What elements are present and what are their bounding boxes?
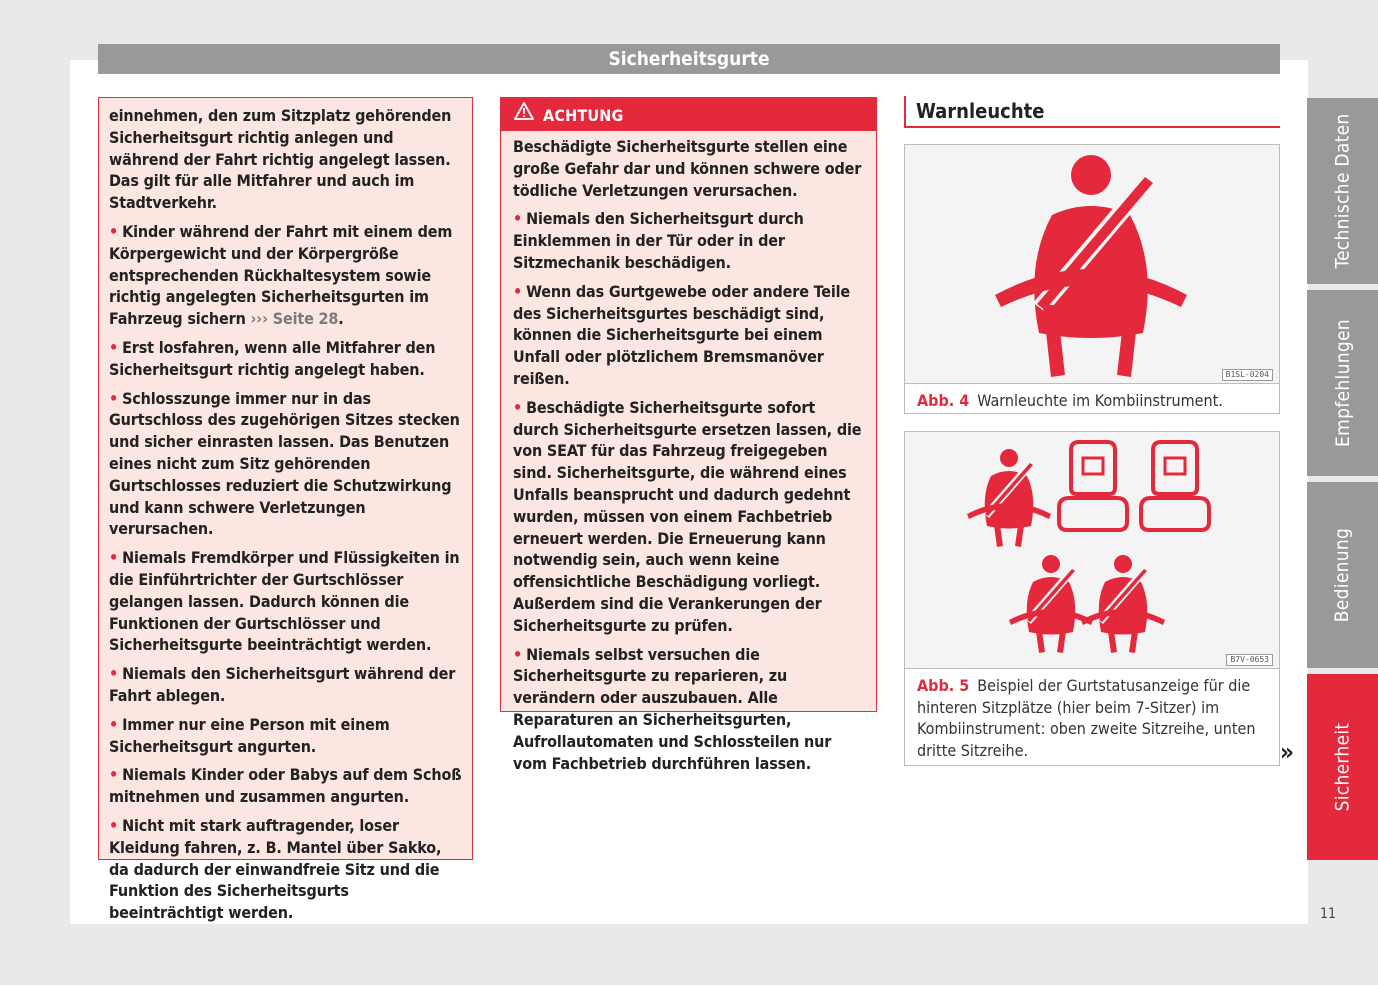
list-item-text: Niemals den Sicherheitsgurt durch Einklemmen in der Tür oder in der Sitzmechanik beschädigen. xyxy=(513,209,804,272)
page-header-title: Sicherheitsgurte xyxy=(98,44,1280,74)
list-item xyxy=(513,208,864,273)
section-title: Warnleuchte xyxy=(904,96,1280,128)
page-number: 11 xyxy=(1320,906,1337,922)
belt-status-display-icon xyxy=(905,432,1278,668)
bullet-icon: • xyxy=(513,644,523,664)
list-item-text: Erst losfahren, wenn alle Mitfahrer den Sicherheitsgurt richtig angelegt haben. xyxy=(109,337,436,379)
list-item xyxy=(109,547,462,656)
list-item xyxy=(109,764,462,808)
side-tab-sicherheit[interactable] xyxy=(1307,674,1378,860)
figure-5 xyxy=(904,431,1280,766)
list-item-text: Beschädigte Sicherheitsgurte sofort durch Sicherheitsgurte ersetzen lassen, die von SEAT für das Fahrzeug freigegeben sind. Sicherheitsgurte, die während eines Unfalls beansprucht und dadurch gedehnt wurden, müssen von einem Fachbetrieb erneuert werden. Die Erneuerung kann notwendig sein, auch wenn keine offensichtliche Beschädigung vorliegt. Außerdem sind die Verankerungen der Sicherheitsgurte zu prüfen. xyxy=(513,397,862,635)
side-tab-technische-daten[interactable] xyxy=(1307,98,1378,284)
list-item xyxy=(109,663,462,707)
list-item xyxy=(513,397,864,637)
list-item-text: Niemals selbst versuchen die Sicherheitsgurte zu reparieren, zu verändern oder auszubauen. Alle Reparaturen an Sicherheitsgurten, Aufrollautomaten und Schlossteilen nur vom Fachbetrieb durchführen lassen. xyxy=(513,644,832,773)
figure-4 xyxy=(904,144,1280,414)
list-item xyxy=(109,337,462,381)
list-item-text: Immer nur eine Person mit einem Sicherheitsgurt angurten. xyxy=(109,714,390,756)
side-tab-label: Technische Daten xyxy=(1331,113,1354,269)
side-tab-label: Sicherheit xyxy=(1331,722,1354,812)
achtung-warning-box xyxy=(500,97,877,773)
list-item xyxy=(109,815,462,924)
seatbelt-warning-image xyxy=(905,145,1279,384)
figure-caption xyxy=(905,669,1279,767)
bullet-icon: • xyxy=(109,221,119,241)
list-item-text: Schlosszunge immer nur in das Gurtschloss des zugehörigen Sitzes stecken und sicher einrasten lassen. Das Benutzen eines nicht zum Sitz gehörenden Gurtschlosses reduziert die Schutzwirkung und kann schwere Verletzungen verursachen. xyxy=(109,388,460,539)
left-intro: einnehmen, den zum Sitzplatz gehörenden Sicherheitsgurt richtig anlegen und während der Fahrt richtig angelegt lassen. Das gilt für alle Mitfahrer und auch im Stadtverkehr. xyxy=(109,106,452,213)
bullet-icon: • xyxy=(109,765,119,785)
bullet-icon: • xyxy=(513,209,523,229)
figure-label: Abb. 5 xyxy=(917,676,970,695)
figure-caption-text: Warnleuchte im Kombiinstrument. xyxy=(977,391,1223,410)
achtung-header xyxy=(501,98,876,131)
list-item xyxy=(109,388,462,541)
warning-triangle-icon xyxy=(514,97,534,132)
belt-status-image xyxy=(905,432,1279,669)
list-item xyxy=(513,644,864,775)
achtung-intro: Beschädigte Sicherheitsgurte stellen eine große Gefahr dar und können schwere oder tödliche Verletzungen verursachen. xyxy=(513,137,862,200)
bullet-icon: • xyxy=(109,548,119,568)
bullet-icon: • xyxy=(109,664,119,684)
figure-caption-text: Beispiel der Gurtstatusanzeige für die hinteren Sitzplätze (hier beim 7-Sitzer) im Kombiinstrument: oben zweite Sitzreihe, unten dritte Sitzreihe. xyxy=(917,676,1256,760)
figure-code: B1SL-0204 xyxy=(1222,369,1273,381)
list-item-text: Niemals den Sicherheitsgurt während der Fahrt ablegen. xyxy=(109,664,456,705)
bullet-icon: • xyxy=(109,714,119,734)
figure-caption xyxy=(905,384,1279,418)
bullet-icon: • xyxy=(513,281,523,301)
left-warning-box xyxy=(98,97,473,923)
continue-arrow-icon: » xyxy=(1280,738,1294,766)
list-item-text: Niemals Fremdkörper und Flüssigkeiten in die Einführtrichter der Gurtschlösser gelangen lassen. Dadurch können die Funktionen der Gurtschlösser und Sicherheitsgurte beeinträchtigt werden. xyxy=(109,548,460,655)
page-reference-text: Seite 28 xyxy=(272,309,339,329)
figure-label: Abb. 4 xyxy=(917,391,970,410)
side-tab-label: Empfehlungen xyxy=(1331,319,1354,447)
side-tab-label: Bedienung xyxy=(1331,527,1354,623)
list-item-text: Wenn das Gurtgewebe oder andere Teile des Sicherheitsgurtes beschädigt sind, können die Sicherheitsgurte bei einem Unfall oder plötzlichem Bremsmanöver reißen. xyxy=(513,281,851,388)
achtung-heading: ACHTUNG xyxy=(543,106,624,125)
list-item-text: Nicht mit stark auftragender, loser Kleidung fahren, z. B. Mantel über Sakko, da dadurch der einwandfreie Sitz und die Funktion des Sicherheitsgurts beeinträchtigt werden. xyxy=(109,815,442,923)
list-item xyxy=(109,221,462,330)
list-item-text-end: . xyxy=(338,309,344,329)
list-item xyxy=(109,714,462,758)
bullet-icon: • xyxy=(109,815,119,835)
list-item-text: Kinder während der Fahrt mit einem dem Körpergewicht und der Körpergröße entsprechenden Rückhaltesystem sowie richtig angelegten Sicherheitsgurten im Fahrzeug sichern xyxy=(109,221,453,329)
side-tab-bedienung[interactable] xyxy=(1307,482,1378,668)
list-item-text: Niemals Kinder oder Babys auf dem Schoß mitnehmen und zusammen angurten. xyxy=(109,765,462,807)
seatbelt-warning-icon xyxy=(905,145,1278,383)
bullet-icon: • xyxy=(109,337,119,357)
page-reference-link[interactable]: ››› Seite 28 xyxy=(250,309,339,329)
bullet-icon: • xyxy=(513,397,523,417)
figure-code: B7V-0653 xyxy=(1226,654,1273,666)
side-tab-empfehlungen[interactable] xyxy=(1307,290,1378,476)
list-item xyxy=(513,281,864,390)
bullet-icon: • xyxy=(109,388,119,408)
